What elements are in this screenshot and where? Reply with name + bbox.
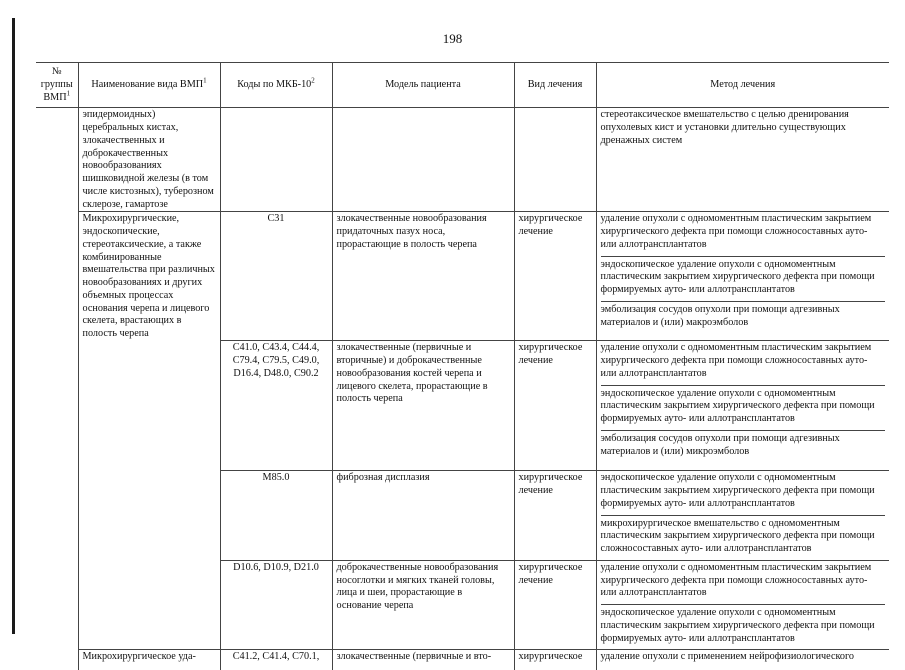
codes-cell: C31	[220, 212, 332, 341]
table-row	[36, 650, 889, 670]
method-cell	[596, 560, 889, 650]
model-cell: злокачественные (первичные и вторичные) и доброкачественные новообразования костей черепа и лицевого скелета, прорастающие в полость черепа	[332, 341, 514, 471]
method-item: стереотаксическое вмешательство с целью дренирования опухолевых кист и установки длительно существующих дренажных систем	[600, 109, 849, 146]
name-cell	[78, 560, 220, 650]
header-model: Модель пациента	[332, 63, 514, 108]
treatment-cell: хирургическое лечение	[514, 560, 596, 650]
name-cell	[78, 471, 220, 561]
name-cell	[78, 341, 220, 471]
method-item: удаление опухоли с одномоментным пластическим закрытием хирургического дефекта при помощи сложносоставных ауто- или аллотрансплантатов	[600, 561, 872, 599]
treatment-cell: хирургическое лечение	[514, 471, 596, 561]
method-item: удаление опухоли с одномоментным пластическим закрытием хирургического дефекта при помощи сложносоставных ауто- или аллотрансплантатов	[600, 213, 872, 250]
codes-cell: C41.2, C41.4, C70.1,	[220, 650, 332, 670]
table-row	[36, 471, 889, 561]
method-item: эндоскопическое удаление опухоли с одномоментным пластическим закрытием хирургического дефекта при помощи формируемых ауто- или аллотрансплантатов	[600, 472, 875, 509]
method-item: удаление опухоли с одномоментным пластическим закрытием хирургического дефекта при помощи сложносоставных ауто- или аллотрансплантатов	[600, 342, 872, 379]
vmp-table	[36, 62, 889, 670]
name-cell: Микрохирургические, эндоскопические, стереотаксические, а также комбинированные вмешательства при различных новообразованиях и других объемных процессах основания черепа и лицевого скелета, врастающих в полость черепа	[78, 212, 220, 341]
method-cell	[596, 212, 889, 341]
group-cell	[36, 650, 78, 670]
method-item: эмболизация сосудов опухоли при помощи адгезивных материалов и (или) микроэмболов	[601, 430, 886, 463]
name-cell: эпидермоидных) церебральных кистах, злокачественных и доброкачественных новообразованиях шишковидной железы (в том числе кистозных), туберозном склерозе, гамартозе	[78, 108, 220, 212]
method-item: удаление опухоли с применением нейрофизиологического	[600, 651, 855, 663]
method-item: эндоскопическое удаление опухоли с одномоментным пластическим закрытием хирургического дефекта при помощи формируемых ауто- или аллотрансплантатов	[601, 604, 886, 649]
method-item: эндоскопическое удаление опухоли с одномоментным пластическим закрытием хирургического дефекта при помощи формируемых ауто- или аллотрансплантатов	[601, 256, 886, 301]
codes-cell: C41.0, C43.4, C44.4, C79.4, C79.5, C49.0, D16.4, D48.0, C90.2	[220, 341, 332, 471]
table-row	[36, 560, 889, 650]
method-cell	[596, 471, 889, 561]
method-item: эмболизация сосудов опухоли при помощи адгезивных материалов и (или) макроэмболов	[601, 301, 886, 334]
scan-edge	[12, 18, 15, 634]
page-number: 198	[442, 31, 463, 46]
group-cell	[36, 212, 78, 341]
method-cell	[596, 108, 889, 212]
treatment-cell: хирургическое лечение	[514, 212, 596, 341]
header-name: Наименование вида ВМП$^1$	[78, 63, 220, 108]
method-item: микрохирургическое вмешательство с одномоментным пластическим закрытием хирургического дефекта при помощи сложносоставных ауто- или аллотрансплантатов	[601, 515, 886, 560]
group-cell	[36, 471, 78, 561]
model-cell: злокачественные новообразования придаточных пазух носа, прорастающие в полость черепа	[332, 212, 514, 341]
table-body	[36, 108, 889, 670]
group-cell	[36, 560, 78, 650]
header-treatment: Вид лечения	[514, 63, 596, 108]
codes-cell	[220, 108, 332, 212]
method-item: эндоскопическое удаление опухоли с одномоментным пластическим закрытием хирургического дефекта при помощи формируемых ауто- или аллотрансплантатов	[601, 385, 886, 430]
codes-cell: M85.0	[220, 471, 332, 561]
table-row	[36, 108, 889, 212]
model-cell	[332, 108, 514, 212]
header-group: № группы ВМП$^1$	[36, 63, 78, 108]
model-cell: фиброзная дисплазия	[332, 471, 514, 561]
header-codes: Коды по МКБ-$10^2$	[220, 63, 332, 108]
group-cell	[36, 341, 78, 471]
header-method: Метод лечения	[596, 63, 889, 108]
model-cell: доброкачественные новообразования носоглотки и мягких тканей головы, лица и шеи, прорастающие в основание черепа	[332, 560, 514, 650]
model-cell: злокачественные (первичные и вто-	[332, 650, 514, 670]
group-cell	[36, 108, 78, 212]
method-cell	[596, 341, 889, 471]
table-header-row	[36, 63, 889, 108]
treatment-cell: хирургическое	[514, 650, 596, 670]
table-row	[36, 341, 889, 471]
treatment-cell: хирургическое лечение	[514, 341, 596, 471]
codes-cell: D10.6, D10.9, D21.0	[220, 560, 332, 650]
table-row	[36, 212, 889, 341]
name-cell: Микрохирургическое уда-	[78, 650, 220, 670]
treatment-cell	[514, 108, 596, 212]
method-cell	[596, 650, 889, 670]
